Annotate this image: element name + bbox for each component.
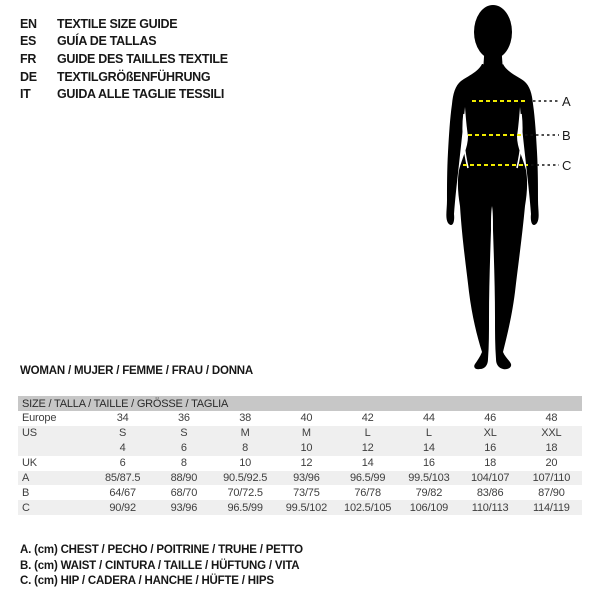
language-label: GUIDE DES TAILLES TEXTILE	[57, 51, 228, 66]
size-cell: 40	[300, 412, 313, 425]
language-label: TEXTILGRÖßENFÜHRUNG	[57, 69, 211, 84]
size-cell: 16	[484, 442, 497, 455]
language-row	[20, 33, 228, 51]
size-cell: 104/107	[470, 472, 510, 484]
row-label: US	[22, 427, 37, 440]
size-cell: 76/78	[354, 486, 381, 499]
table-row-uk	[18, 456, 582, 471]
language-list	[20, 15, 228, 103]
woman-silhouette	[433, 2, 573, 374]
size-cell: 4	[119, 442, 126, 455]
legend-line-waist: B. (cm) WAIST / CINTURA / TAILLE / HÜFTUNG / VITA	[20, 559, 300, 572]
language-row	[20, 15, 228, 33]
size-cell: 90.5/92.5	[223, 472, 268, 484]
row-label: Europe	[22, 412, 57, 425]
size-cell: 48	[545, 412, 558, 425]
size-cell: 14	[361, 457, 374, 470]
size-cell: 36	[177, 412, 190, 425]
row-label: A	[22, 472, 30, 484]
size-cell: S	[180, 427, 188, 440]
legend-line-chest: A. (cm) CHEST / PECHO / POITRINE / TRUHE / PETTO	[20, 544, 303, 556]
size-cell: 99.5/103	[408, 472, 450, 484]
size-cell: 8	[242, 442, 249, 455]
section-title: WOMAN / MUJER / FEMME / FRAU / DONNA	[20, 365, 254, 377]
size-table	[18, 396, 582, 515]
measure-label-b: B	[562, 128, 571, 143]
size-cell: 83/86	[476, 486, 504, 499]
size-cell: 46	[484, 412, 497, 425]
language-code: ES	[20, 34, 37, 49]
size-cell: 73/75	[293, 486, 320, 499]
size-cell: 20	[545, 457, 558, 470]
size-cell: 14	[422, 442, 435, 455]
language-row	[20, 50, 228, 68]
size-cell: 93/96	[293, 472, 320, 484]
size-cell: 18	[545, 442, 558, 455]
language-code: FR	[20, 51, 37, 66]
measure-label-c: C	[562, 158, 572, 173]
size-cell: M	[240, 427, 250, 440]
size-cell: L	[364, 427, 371, 440]
size-cell: XXL	[541, 427, 562, 440]
size-cell: 64/67	[109, 486, 136, 499]
size-cell: 85/87.5	[104, 472, 141, 484]
size-cell: 8	[180, 457, 187, 470]
silhouette-body	[446, 64, 538, 369]
size-cell: XL	[483, 427, 497, 440]
size-cell: 79/82	[415, 486, 443, 499]
legend-line-hip: C. (cm) HIP / CADERA / HANCHE / HÜFTE / HIPS	[20, 575, 274, 587]
size-cell: 107/110	[532, 472, 571, 484]
size-cell: 34	[116, 412, 129, 425]
size-cell: 68/70	[170, 486, 198, 499]
size-cell: 42	[361, 412, 374, 425]
size-cell: 96.5/99	[227, 501, 263, 514]
table-row-us	[18, 426, 582, 441]
table-row-us-numeric	[18, 441, 582, 456]
measure-label-a: A	[562, 94, 571, 109]
language-label: TEXTILE SIZE GUIDE	[57, 16, 178, 31]
size-cell: 6	[180, 442, 187, 455]
size-cell: 12	[361, 442, 374, 455]
table-row-chest	[18, 471, 582, 486]
size-cell: 106/109	[409, 501, 449, 514]
size-cell: 70/72.5	[227, 486, 263, 499]
size-cell: 87/90	[538, 486, 565, 499]
row-label: C	[22, 501, 30, 514]
table-row-hip	[18, 500, 582, 515]
measurement-legend	[20, 544, 303, 591]
size-cell: S	[119, 427, 127, 440]
language-row	[20, 85, 228, 103]
size-cell: 88/90	[170, 472, 198, 484]
size-cell: 99.5/102	[285, 501, 327, 514]
language-label: GUÍA DE TALLAS	[57, 34, 157, 49]
size-table-header: SIZE / TALLA / TAILLE / GRÖSSE / TAGLIA	[18, 396, 582, 411]
size-cell: 44	[422, 412, 435, 425]
size-cell: 16	[422, 457, 435, 470]
size-cell: 114/119	[533, 501, 570, 514]
language-code: EN	[20, 16, 37, 31]
size-cell: 18	[484, 457, 497, 470]
size-cell: 102.5/105	[344, 501, 392, 514]
size-cell: 93/96	[170, 501, 198, 514]
row-label: B	[22, 486, 30, 499]
table-row-europe	[18, 411, 582, 426]
language-code: DE	[20, 69, 37, 84]
language-row	[20, 68, 228, 86]
size-cell: 90/92	[109, 501, 136, 514]
row-label: UK	[22, 457, 37, 470]
size-cell: 10	[300, 442, 313, 455]
table-row-waist	[18, 485, 582, 500]
language-label: GUIDA ALLE TAGLIE TESSILI	[57, 87, 225, 102]
size-cell: 10	[239, 457, 252, 470]
size-cell: 110/113	[471, 501, 509, 514]
size-cell: 6	[119, 457, 126, 470]
size-cell: 38	[239, 412, 252, 425]
size-cell: 12	[300, 457, 313, 470]
size-cell: L	[425, 427, 432, 440]
language-code: IT	[20, 87, 31, 102]
size-cell: M	[301, 427, 311, 440]
size-cell: 96.5/99	[349, 472, 386, 484]
